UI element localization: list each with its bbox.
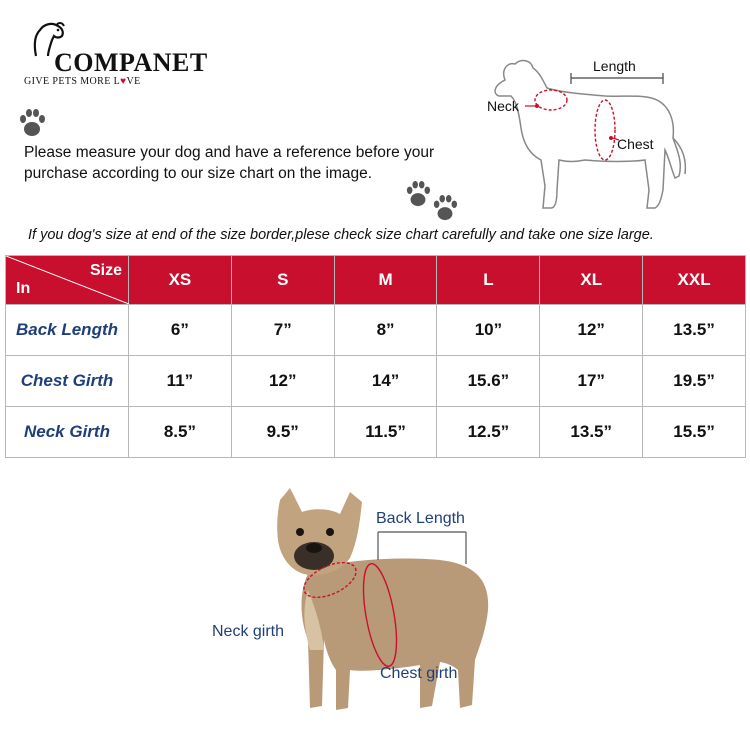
table-cell: 8” — [334, 305, 437, 356]
brand-name: COMPANET — [54, 48, 208, 77]
table-cell: 19.5” — [643, 356, 746, 407]
size-header-m: M — [334, 256, 437, 305]
brand-tagline: GIVE PETS MORE L♥VE — [24, 76, 141, 87]
corner-in-label: In — [16, 280, 31, 297]
paw-icon — [405, 180, 431, 208]
table-row — [6, 305, 746, 356]
row-label-back-length: Back Length — [6, 305, 129, 356]
table-cell: 7” — [231, 305, 334, 356]
table-cell: 8.5” — [129, 407, 232, 458]
table-corner-cell — [6, 256, 129, 305]
neck-girth-label: Neck girth — [212, 623, 285, 640]
table-cell: 15.6” — [437, 356, 540, 407]
table-cell: 10” — [437, 305, 540, 356]
size-header-xxl: XXL — [643, 256, 746, 305]
size-notice: If you dog's size at end of the size border,plese check size chart carefully and take one size large. — [28, 227, 654, 243]
size-header-xl: XL — [540, 256, 643, 305]
table-cell: 6” — [129, 305, 232, 356]
dog-outline-icon — [485, 50, 695, 215]
table-row — [6, 356, 746, 407]
table-cell: 12” — [231, 356, 334, 407]
measurement-diagram — [485, 50, 695, 215]
paw-icon — [18, 108, 46, 138]
neck-label: Neck — [487, 98, 519, 114]
intro-text: Please measure your dog and have a reference before your purchase according to our size chart on the image. — [24, 144, 435, 182]
chest-girth-label: Chest girth — [380, 665, 458, 682]
table-cell: 12.5” — [437, 407, 540, 458]
table-cell: 9.5” — [231, 407, 334, 458]
bulldog-icon — [190, 480, 520, 730]
brand-logo — [24, 18, 208, 88]
table-cell: 11.5” — [334, 407, 437, 458]
size-header-xs: XS — [129, 256, 232, 305]
size-chart-table — [5, 255, 746, 458]
table-row — [6, 407, 746, 458]
row-label-chest-girth: Chest Girth — [6, 356, 129, 407]
size-header-s: S — [231, 256, 334, 305]
table-cell: 13.5” — [540, 407, 643, 458]
back-length-label: Back Length — [376, 510, 465, 527]
dog-photo-diagram — [190, 480, 520, 730]
paw-icon — [432, 194, 458, 222]
table-cell: 17” — [540, 356, 643, 407]
table-header-row — [6, 256, 746, 305]
corner-size-label: Size — [89, 262, 122, 279]
row-label-neck-girth: Neck Girth — [6, 407, 129, 458]
table-cell: 15.5” — [643, 407, 746, 458]
length-label: Length — [593, 58, 636, 74]
size-header-l: L — [437, 256, 540, 305]
table-cell: 12” — [540, 305, 643, 356]
table-cell: 13.5” — [643, 305, 746, 356]
chest-label: Chest — [617, 136, 654, 152]
table-cell: 14” — [334, 356, 437, 407]
table-cell: 11” — [129, 356, 232, 407]
